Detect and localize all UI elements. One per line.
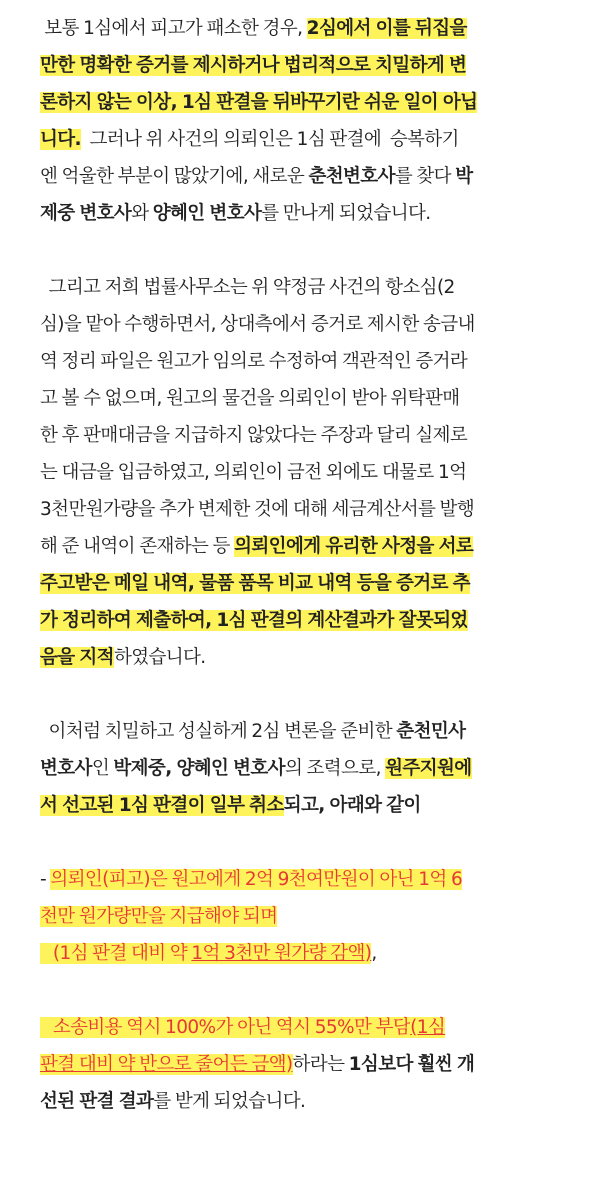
text-run: 하라는 — [292, 1054, 349, 1075]
highlighted-text: 음을 지적 — [40, 647, 114, 668]
bold-text: 박 — [455, 166, 473, 187]
bold-text: 박제중, 양혜인 변호사 — [113, 758, 285, 779]
text-line — [40, 898, 560, 935]
bold-text: 선된 판결 결과 — [40, 1091, 154, 1112]
text-line — [40, 713, 560, 750]
highlighted-text: 서 선고된 1심 판결이 일부 취소 — [40, 795, 284, 816]
text-line — [40, 121, 560, 158]
paragraph-intro — [40, 10, 560, 232]
text-run: 와 — [131, 203, 153, 224]
highlighted-text: 만한 명확한 증거를 제시하거나 법리적으로 치밀하게 변 — [40, 55, 467, 76]
highlighted-text: 니다. — [40, 129, 81, 150]
highlighted-text: 1억 3천만 원가량 감액) — [191, 943, 372, 964]
text-run: 역 정리 파일은 원고가 임의로 수정하여 객관적인 증거라 — [40, 351, 468, 372]
bold-text: 춘천민사 — [396, 721, 466, 742]
paragraph-result-amount — [40, 861, 560, 972]
text-run: 해 준 내역이 존재하는 등 — [40, 536, 235, 557]
bold-text: 변호사 — [40, 758, 92, 779]
text-run: 의 조력으로, — [284, 758, 386, 779]
paragraph-gap — [40, 676, 560, 713]
text-line — [40, 528, 560, 565]
article-body — [40, 10, 560, 1120]
bold-text: 춘천변호사 — [308, 166, 395, 187]
highlighted-text: 의뢰인에게 유리한 사정을 서로 — [234, 536, 474, 557]
text-run: 를 받게 되었습니다. — [153, 1091, 306, 1112]
text-line — [40, 565, 560, 602]
highlighted-text: 판결 대비 약 반으로 줄어든 금액) — [40, 1054, 293, 1075]
text-line — [40, 639, 560, 676]
highlighted-text: 원주지원에 — [385, 758, 472, 779]
text-run: 를 찾다 — [394, 166, 456, 187]
text-run: 그리고 저희 법률사무소는 위 약정금 사건의 항소심(2 — [40, 277, 455, 298]
text-run: 인 — [91, 758, 114, 779]
text-line — [40, 750, 560, 787]
text-line — [40, 787, 560, 824]
text-run: , — [371, 943, 377, 964]
highlighted-text: 의뢰인(피고)은 원고에게 2억 9천여만원이 아닌 1억 6 — [50, 869, 463, 890]
text-line — [40, 602, 560, 639]
bold-text: 제중 변호사 — [40, 203, 132, 224]
bold-text: 1심보다 훨씬 개 — [348, 1054, 475, 1075]
highlighted-text: (1심 판결 대비 약 — [40, 943, 192, 964]
highlighted-text: 천만 원가량만을 지급해야 되며 — [40, 906, 278, 927]
paragraph-gap — [40, 972, 560, 1009]
text-line — [40, 343, 560, 380]
text-line — [40, 158, 560, 195]
text-line — [40, 306, 560, 343]
text-line — [40, 84, 560, 121]
text-line — [40, 10, 560, 47]
text-run: 한 후 판매대금을 지급하지 않았다는 주장과 달리 실제로 — [40, 425, 468, 446]
paragraph-result-summary — [40, 713, 560, 824]
text-run: 를 만나게 되었습니다. — [261, 203, 431, 224]
text-line — [40, 195, 560, 232]
text-line — [40, 861, 560, 898]
highlighted-text: (1심 — [410, 1017, 446, 1038]
highlighted-text: 소송비용 역시 100%가 아닌 역시 55%만 부담 — [40, 1017, 411, 1038]
paragraph-gap — [40, 232, 560, 269]
text-run: 3천만원가량을 추가 변제한 것에 대해 세금계산서를 발행 — [40, 499, 475, 520]
text-run: 보통 1심에서 피고가 패소한 경우, — [40, 18, 307, 39]
paragraph-result-costs — [40, 1009, 560, 1120]
paragraph-gap — [40, 824, 560, 861]
text-line — [40, 380, 560, 417]
highlighted-text: 2심에서 이를 뒤집을 — [306, 18, 467, 39]
text-line — [40, 1083, 560, 1120]
highlighted-text: 주고받은 메일 내역, 물품 품목 비교 내역 등을 증거로 추 — [40, 573, 470, 594]
highlighted-text: 가 정리하여 제출하여, 1심 판결의 계산결과가 잘못되었 — [40, 610, 468, 631]
text-line — [40, 491, 560, 528]
text-run: 그러나 위 사건의 의뢰인은 1심 판결에 승복하기 — [80, 129, 459, 150]
paragraph-appeal-strategy — [40, 269, 560, 676]
bold-text: 되고, 아래와 같이 — [283, 795, 421, 816]
highlighted-text: 론하지 않는 이상, 1심 판결을 뒤바꾸기란 쉬운 일이 아닙 — [40, 92, 478, 113]
bold-text: 양혜인 변호사 — [152, 203, 262, 224]
text-line — [40, 935, 560, 972]
text-line — [40, 454, 560, 491]
text-run: 이처럼 치밀하고 성실하게 2심 변론을 준비한 — [40, 721, 397, 742]
text-run: 엔 억울한 부분이 많았기에, 새로운 — [40, 166, 309, 187]
text-line — [40, 1046, 560, 1083]
text-line — [40, 47, 560, 84]
text-line — [40, 269, 560, 306]
text-run: 고 볼 수 없으며, 원고의 물건을 의뢰인이 받아 위탁판매 — [40, 388, 460, 409]
text-line — [40, 417, 560, 454]
text-run: 하였습니다. — [113, 647, 206, 668]
text-run: 는 대금을 입금하였고, 의뢰인이 금전 외에도 대물로 1억 — [40, 462, 467, 483]
text-run: 심)을 맡아 수행하면서, 상대측에서 증거로 제시한 송금내 — [40, 314, 475, 335]
text-line — [40, 1009, 560, 1046]
text-run: - — [40, 869, 51, 890]
